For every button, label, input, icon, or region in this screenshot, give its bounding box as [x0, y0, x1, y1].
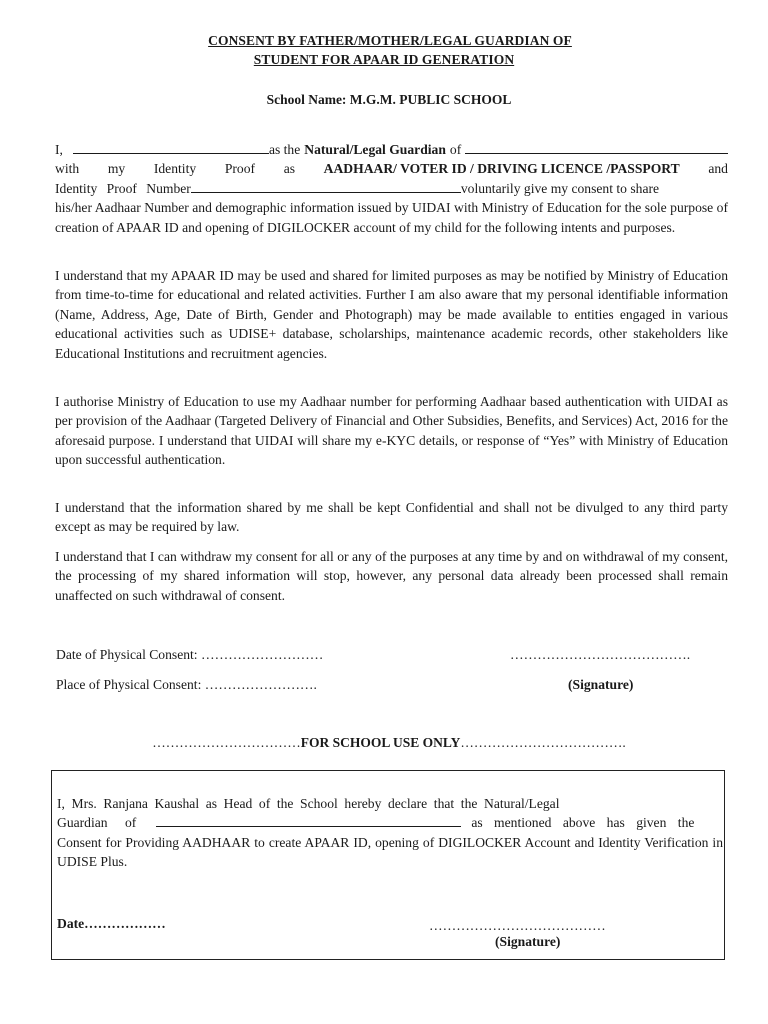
identity-documents: AADHAAR/ VOTER ID / DRIVING LICENCE /PASSPORT	[323, 161, 680, 177]
paragraph-withdrawal: I understand that I can withdraw my consent for all or any of the purposes at any time by and on withdrawal of my consent, the processing of my shared information will stop, however, any personal data already been processed shall remain unaffected on such withdrawal of consent.	[55, 549, 728, 603]
guardian-signature-line[interactable]: ………………………………….	[510, 647, 691, 662]
declaration-date-field[interactable]: Date………………	[57, 916, 166, 931]
consent-text: his/her Aadhaar Number and demographic information issued by UIDAI with Ministry of Education for the sole purpose of creation of APAAR ID and opening of DIGILOCKER account of my child for the following intents and purposes.	[55, 200, 728, 235]
consent-line-1: I, as the Natural/Legal Guardian of	[55, 140, 728, 159]
school-use-heading: ……………………………FOR SCHOOL USE ONLY……………………………….	[152, 735, 626, 750]
guardian-signature-label: (Signature)	[568, 677, 634, 692]
declaration-text-rest: Consent for Providing AADHAAR to create APAAR ID, opening of DIGILOCKER Account and Identity Verification in UDISE Plus.	[57, 834, 723, 870]
declaration-guardian-blank[interactable]	[156, 814, 461, 827]
consent-paragraph	[55, 140, 728, 237]
consent-line-2: with my Identity Proof as AADHAAR/ VOTER ID / DRIVING LICENCE /PASSPORT and	[55, 159, 728, 178]
place-of-consent-field[interactable]: Place of Physical Consent: …………………….	[56, 677, 317, 692]
declaration-line-2: Guardian of as mentioned above has given the	[57, 815, 695, 831]
paragraph-confidentiality: I understand that the information shared by me shall be kept Confidential and shall not be divulged to any third party except as may be required by law.	[55, 500, 728, 535]
paragraph-authorisation: I authorise Ministry of Education to use my Aadhaar number for performing Aadhaar based authentication with UIDAI as per provision of the Aadhaar (Targeted Delivery of Financial and Other Subsidies, Benefits, and Services) Act, 2016 for the aforesaid purpose. I understand that UIDAI will share my e-KYC details, or response of “Yes” with Ministry of Education upon successful authentication.	[55, 394, 728, 468]
school-name: School Name: M.G.M. PUBLIC SCHOOL	[266, 92, 512, 107]
identity-number-blank[interactable]	[191, 180, 461, 193]
paragraph-apaar-usage: I understand that my APAAR ID may be used and shared for limited purposes as may be notified by Ministry of Education from time-to-time for educational and related activities. Further I am also aware that my personal identifiable information (Name, Address, Age, Date of Birth, Gender and Photograph) may be made available to entities engaged in various educational activities such as UDISE+ database, scholarships, maintenance academic records, other stakeholders like Educational Institutions and recruitment agencies.	[55, 268, 728, 361]
guardian-name-blank[interactable]	[73, 141, 269, 154]
student-name-blank[interactable]	[465, 141, 728, 154]
date-of-consent-field[interactable]: Date of Physical Consent: ………………………	[56, 647, 324, 662]
form-title-line1: CONSENT BY FATHER/MOTHER/LEGAL GUARDIAN OF	[208, 33, 572, 48]
consent-line-3: Identity Proof Number voluntarily give my consent to share	[55, 180, 660, 196]
school-declaration-box	[51, 770, 725, 960]
head-signature-label: (Signature)	[495, 934, 561, 949]
declaration-text	[57, 794, 723, 872]
form-title-line2: STUDENT FOR APAAR ID GENERATION	[253, 52, 515, 67]
head-signature-line[interactable]: …………………………………	[429, 918, 606, 933]
declaration-line-1: I, Mrs. Ranjana Kaushal as Head of the School hereby declare that the Natural/Legal	[57, 796, 560, 811]
